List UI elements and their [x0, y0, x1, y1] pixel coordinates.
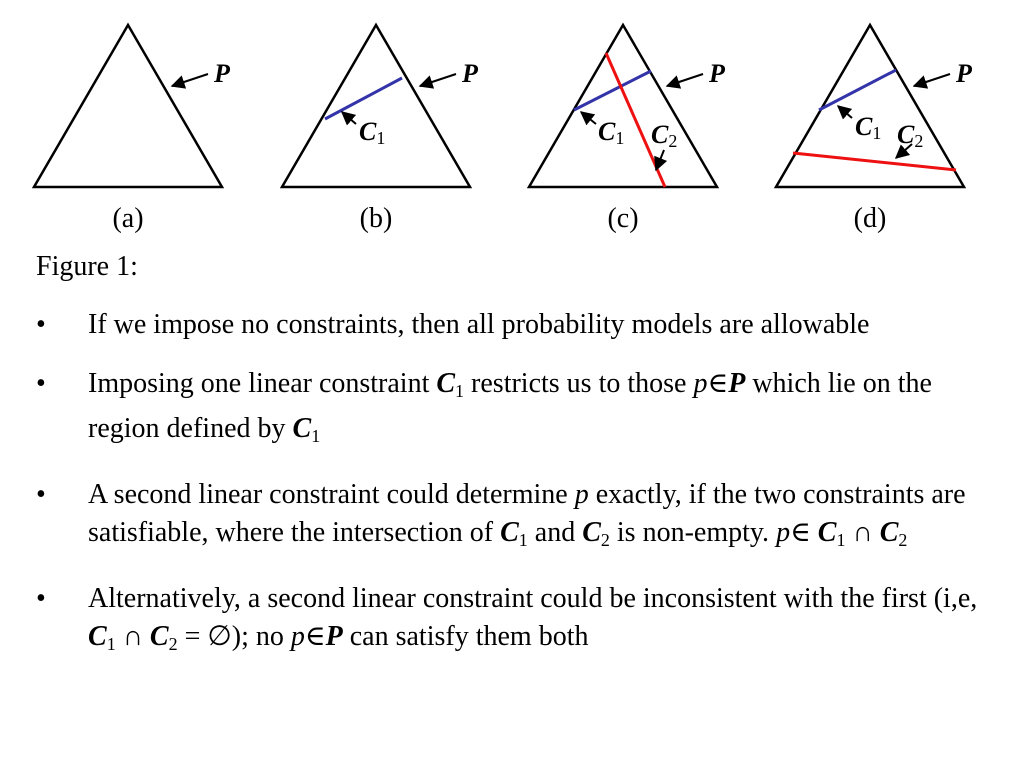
math-in: ∈ — [707, 368, 729, 399]
math-empty-set: ∅ — [207, 621, 232, 652]
bullet-no-constraints — [36, 306, 1004, 344]
bullet-dot: • — [36, 368, 46, 399]
probability-simplex-triangle — [34, 25, 222, 187]
math-c: C — [436, 368, 456, 399]
panel-label: (b) — [359, 203, 393, 234]
set-arrow — [420, 74, 456, 86]
c1-label: C1 — [855, 112, 882, 143]
math-sub: 1 — [518, 530, 528, 550]
c1-label: C1 — [598, 117, 625, 148]
bullet-one-constraint — [36, 365, 1004, 455]
panel-label: (c) — [607, 203, 639, 234]
math-c: C — [582, 517, 601, 548]
math-sub: 2 — [898, 530, 908, 550]
probability-simplex-triangle — [282, 25, 470, 187]
math-sub: 1 — [455, 381, 465, 401]
bullet-dot: • — [36, 583, 46, 614]
bullet-text: ); no — [231, 621, 291, 652]
probability-simplex-triangle — [776, 25, 964, 187]
math-sub: 2 — [600, 530, 610, 550]
math-c: C — [500, 517, 519, 548]
bullet-text: can satisfy them both — [342, 621, 589, 652]
math-in: ∈ — [304, 621, 326, 652]
bullet-inconsistent — [36, 580, 1004, 663]
set-label: P — [462, 59, 478, 88]
c1-arrow — [838, 106, 852, 118]
math-c: C — [88, 621, 107, 652]
bullet-text: If we impose no constraints, then all probability models are allowable — [88, 309, 870, 340]
set-arrow — [172, 74, 208, 86]
bullet-text: and — [527, 517, 583, 548]
math-cap: ∩ — [122, 621, 143, 652]
math-eq: = — [184, 621, 201, 652]
math-c: C — [149, 621, 169, 652]
set-arrow — [914, 74, 950, 86]
math-p: p — [574, 479, 589, 510]
set-arrow — [667, 74, 703, 86]
bullet-text: exactly, if the two constraints are satisfiable, where the intersection of — [88, 479, 966, 548]
bullet-list — [36, 306, 1004, 684]
panel-b — [282, 25, 479, 234]
probability-simplex-triangle — [529, 25, 717, 187]
figure-caption: Figure 1: — [36, 251, 138, 282]
bullet-text: which lie on the region defined by — [88, 368, 932, 444]
c1-arrow — [342, 112, 356, 124]
math-p: p — [290, 621, 305, 652]
bullet-second-constraint — [36, 476, 1004, 559]
bullet-text: restricts us to those — [464, 368, 694, 399]
math-sub: 1 — [106, 634, 116, 654]
math-in: ∈ — [790, 517, 811, 548]
set-label: P — [214, 59, 230, 88]
math-p: p — [776, 517, 791, 548]
math-cap: ∩ — [852, 517, 873, 548]
panel-d — [776, 25, 973, 234]
math-sub: 1 — [836, 530, 846, 550]
panel-a — [34, 25, 231, 234]
math-c: C — [879, 517, 899, 548]
math-p-set: P — [728, 368, 746, 399]
panel-label: (a) — [112, 203, 144, 234]
math-sub: 1 — [311, 426, 321, 446]
c2-label: C2 — [651, 120, 678, 151]
panel-label: (d) — [853, 203, 887, 234]
math-p: p — [693, 368, 708, 399]
set-label: P — [956, 59, 972, 88]
set-label: P — [709, 59, 725, 88]
constraint-line-c1 — [819, 70, 896, 110]
bullet-dot: • — [36, 479, 46, 510]
c2-arrow — [656, 150, 664, 170]
math-sub: 2 — [168, 634, 178, 654]
bullet-text: is non-empty. — [609, 517, 777, 548]
math-p-set: P — [325, 621, 343, 652]
bullet-text: Imposing one linear constraint — [88, 368, 437, 399]
bullet-text: Alternatively, a second linear constraint could be inconsistent with the first (i,e, — [88, 583, 978, 614]
c1-arrow — [581, 112, 596, 124]
c2-label: C2 — [897, 120, 924, 151]
c1-label: C1 — [359, 117, 386, 148]
constraint-line-c2 — [793, 153, 956, 170]
bullet-dot: • — [36, 309, 46, 340]
math-c: C — [292, 413, 312, 444]
bullet-text: A second linear constraint could determine — [88, 479, 575, 510]
math-c: C — [817, 517, 837, 548]
constraint-line-c1 — [325, 78, 402, 119]
panel-c — [529, 25, 726, 234]
figure-1-diagram — [0, 0, 1024, 240]
